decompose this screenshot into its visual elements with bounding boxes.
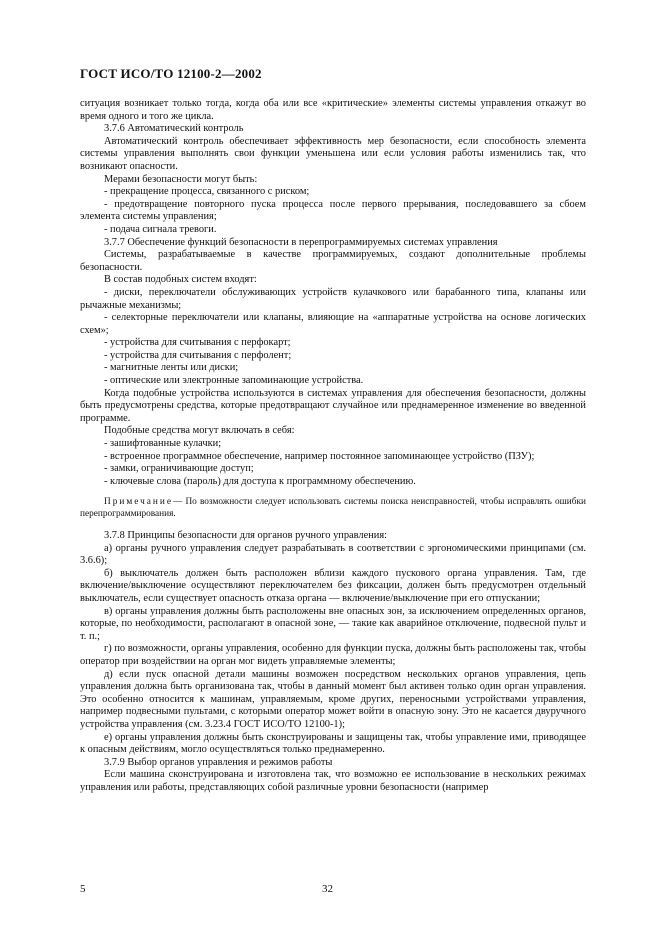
list-item: а) органы ручного управления следует разрабатывать в соответствии с эргономическими принципами (см. 3.6.6); — [80, 542, 586, 567]
list-item: - оптические или электронные запоминающие устройства. — [104, 375, 364, 387]
list-item: - ключевые слова (пароль) для доступа к программному обеспечению. — [104, 475, 416, 487]
paragraph: Когда подобные устройства используются в системах управления для обеспечения безопасности, должны быть предусмотрены средства, которые предотвращают случайное или преднамеренное изменение во введенной программе. — [80, 387, 586, 424]
paragraph: Если машина сконструирована и изготовлена так, что возможно ее использование в нескольких режимах управления или работы, представляющих собой различные уровни безопасности (например — [80, 769, 586, 793]
note-label: Примечание — [104, 497, 173, 508]
list-item: - подача сигнала тревоги. — [104, 223, 217, 235]
page-number: 32 — [322, 883, 333, 895]
note — [80, 497, 586, 521]
paragraph: Системы, разрабатываемые в качестве программируемых, создают дополнительные проблемы безопасности. — [80, 249, 586, 273]
list-item: г) по возможности, органы управления, особенно для функции пуска, должны быть расположены так, чтобы оператор при воздействии на орган мог видеть управляемые элементы; — [80, 643, 586, 667]
section-heading-3-7-7: 3.7.7 Обеспечение функций безопасности в перепрограммируемых системах управления — [104, 236, 498, 248]
paragraph: Подобные средства могут включать в себя: — [104, 425, 295, 437]
section-heading-3-7-8: 3.7.8 Принципы безопасности для органов ручного управления: — [104, 530, 388, 541]
list-item: - прекращение процесса, связанного с риском; — [104, 186, 310, 198]
list-item: д) если пуск опасной детали машины возможен посредством нескольких органов управления, цепь управления должна быть организована так, чтобы в данный момент был активен только один орган управления. Это особенно относится к машинам, управляемым, кроме других, переносными устройствами управления, например подвесными пультами, с которыми оператор может войти в опасную зону. Это не касается двуручного устройства управления (см. 3.23.4 ГОСТ ИСО/ТО 12100-1); — [80, 668, 586, 730]
list-item: е) органы управления должны быть сконструированы и защищены так, чтобы управление ими, приводящее к опасным действиям, могло осуществляться только преднамеренно. — [80, 731, 586, 756]
note-text: — По возможности следует использовать системы поиска неисправностей, чтобы исправлять ошибки перепрограммирования. — [80, 497, 586, 520]
paragraph: В состав подобных систем входят: — [104, 274, 257, 286]
list-item: - магнитные ленты или диски; — [104, 362, 239, 374]
paragraph: Автоматический контроль обеспечивает эффективность мер безопасности, если способность элемента системы управления выполнять свои функции уменьшена или если условия работы изменились так, что возникают опасности. — [80, 135, 586, 172]
list-item: - диски, переключатели обслуживающих устройств кулачкового или барабанного типа, клапаны или рычажные механизмы; — [80, 286, 586, 311]
list-item: в) органы управления должны быть расположены вне опасных зон, за исключением определенных органов, которые, по необходимости, располагают в опасной зоне, — такие как аварийное отключение, подвесной пульт и т. п.; — [80, 605, 586, 642]
section-heading-3-7-6: 3.7.6 Автоматический контроль — [104, 123, 244, 135]
paragraph: ситуация возникает только тогда, когда оба или все «критические» элементы системы управления откажут во время одного и того же цикла. — [80, 98, 586, 122]
list-item: б) выключатель должен быть расположен вблизи каждого пускового органа управления. Там, где включение/выключение осуществляют переключателем без фиксации, должен быть предусмотрен отдельный выключатель, если существует опасность отказа органа — включение/выключение при его отпускании; — [80, 567, 586, 604]
list-item: - встроенное программное обеспечение, например постоянное запоминающее устройство (ПЗУ); — [104, 450, 535, 462]
list-item: - предотвращение повторного пуска процесса после первого прерывания, последовавшего за сбоем элемента системы управления; — [80, 198, 586, 223]
section-heading-3-7-9: 3.7.9 Выбор органов управления и режимов работы — [104, 756, 333, 768]
footer-left-number: 5 — [80, 883, 86, 895]
list-item: - устройства для считывания с перфокарт; — [104, 337, 291, 349]
document-body — [80, 98, 586, 794]
document-header-title: ГОСТ ИСО/ТО 12100-2—2002 — [80, 66, 262, 81]
paragraph: Мерами безопасности могут быть: — [104, 173, 258, 185]
list-item: - селекторные переключатели или клапаны, влияющие на «аппаратные устройства на основе логических схем»; — [80, 312, 586, 336]
list-item: - замки, ограничивающие доступ; — [104, 463, 254, 475]
list-item: - зашифтованные кулачки; — [104, 438, 222, 450]
list-item: - устройства для считывания с перфолент; — [104, 349, 292, 361]
